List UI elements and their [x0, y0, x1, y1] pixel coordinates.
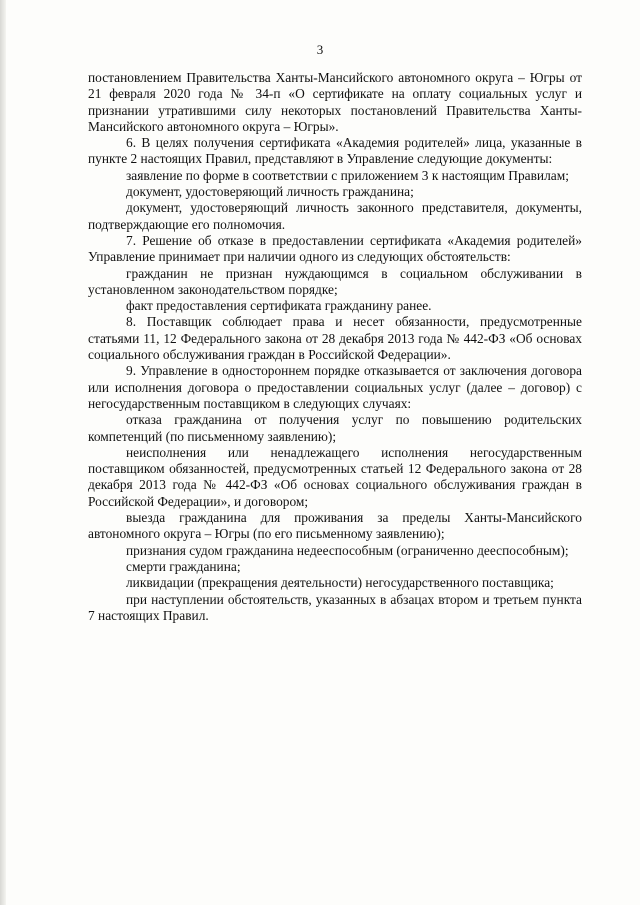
paragraph-10: 9. Управление в одностороннем порядке отказывается от заключения договора или исполнения договора о предоставлении социальных услуг (далее – договор) с негосударственным поставщиком в следующих случаях:	[88, 363, 582, 411]
paragraph-13: выезда гражданина для проживания за пределы Ханты-Мансийского автономного округа – Югры (по его письменному заявлению);	[88, 510, 582, 542]
paragraph-6: 7. Решение об отказе в предоставлении сертификата «Академия родителей» Управление принимает при наличии одного из следующих обстоятельств:	[88, 232, 582, 265]
paragraph-4: документ, удостоверяющий личность гражданина;	[126, 184, 414, 200]
paragraph-9: 8. Поставщик соблюдает права и несет обязанности, предусмотренные статьями 11, 12 Федерального закона от 28 декабря 2013 года № 442-ФЗ «Об основах социального обслуживания граждан в Российской Федерации».	[88, 314, 582, 363]
paragraph-7: гражданин не признан нуждающимся в социальном обслуживании в установленном законодательством порядке;	[88, 265, 582, 297]
paragraph-5: документ, удостоверяющий личность законного представителя, документы, подтверждающие его полномочия.	[88, 200, 582, 232]
paragraph-17: при наступлении обстоятельств, указанных в абзацах втором и третьем пункта 7 настоящих Правил.	[88, 591, 582, 623]
paragraph-12: неисполнения или ненадлежащего исполнения негосударственным поставщиком обязанностей, предусмотренных статьей 12 Федерального закона от 28 декабря 2013 года № 442-ФЗ «Об основах социального обслуживания граждан в Российской Федерации», и договором;	[88, 444, 582, 509]
paragraph-15: смерти гражданина;	[126, 558, 241, 574]
paragraph-16: ликвидации (прекращения деятельности) негосударственного поставщика;	[126, 575, 554, 591]
paragraph-11: отказа гражданина от получения услуг по повышению родительских компетенций (по письменному заявлению);	[88, 412, 582, 444]
document-body	[88, 70, 582, 624]
page-number: 3	[316, 42, 324, 57]
paragraph-8: факт предоставления сертификата гражданину ранее.	[126, 298, 432, 314]
paragraph-1: постановлением Правительства Ханты-Мансийского автономного округа – Югры от 21 февраля 2020 года № 34-п «О сертификате на оплату социальных услуг и признании утратившими силу некоторых постановлений Правительства Ханты-Мансийского автономного округа – Югры».	[88, 70, 582, 134]
paragraph-2: 6. В целях получения сертификата «Академия родителей» лица, указанные в пункте 2 настоящих Правил, представляют в Управление следующие документы:	[88, 135, 582, 167]
paragraph-3: заявление по форме в соответствии с приложением 3 к настоящим Правилам;	[126, 167, 569, 183]
paragraph-14: признания судом гражданина недееспособным (ограниченно дееспособным);	[126, 542, 569, 558]
scan-edge	[0, 0, 6, 905]
